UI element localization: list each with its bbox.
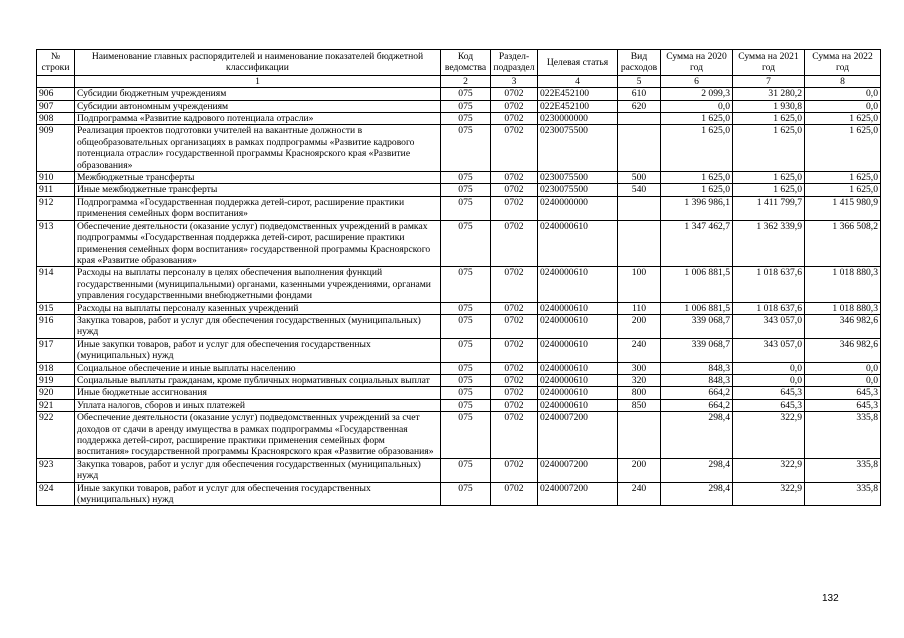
row-number-cell: 915: [37, 302, 75, 314]
row-section-cell: 0702: [491, 338, 538, 362]
row-type-cell: 620: [618, 100, 661, 112]
row-section-cell: 0702: [491, 302, 538, 314]
header-section: Раздел-подраздел: [491, 50, 538, 76]
row-target-cell: 0240000000: [538, 196, 618, 220]
row-sum-2021-cell: 1 625,0: [733, 125, 805, 172]
column-number: [37, 75, 75, 87]
row-target-cell: 022E452100: [538, 88, 618, 100]
header-sum-2020: Сумма на 2020 год: [661, 50, 733, 76]
row-section-cell: 0702: [491, 125, 538, 172]
row-target-cell: 0240000610: [538, 362, 618, 374]
row-name-cell: Иные закупки товаров, работ и услуг для обеспечения государственных (муниципальных) нужд: [75, 338, 441, 362]
row-target-cell: 022E452100: [538, 100, 618, 112]
row-sum-2022-cell: 1 415 980,9: [805, 196, 881, 220]
row-sum-2020-cell: 2 099,3: [661, 88, 733, 100]
row-sum-2021-cell: 322,9: [733, 482, 805, 506]
row-sum-2020-cell: 1 006 881,5: [661, 302, 733, 314]
row-type-cell: [618, 412, 661, 459]
row-sum-2020-cell: 1 347 462,7: [661, 220, 733, 267]
header-target: Целевая статья: [538, 50, 618, 76]
table-row: [37, 113, 881, 125]
row-target-cell: 0240000610: [538, 302, 618, 314]
row-type-cell: 300: [618, 362, 661, 374]
row-dept-cell: 075: [441, 172, 491, 184]
row-sum-2020-cell: 339 068,7: [661, 314, 733, 338]
table-row: [37, 362, 881, 374]
row-sum-2021-cell: 645,3: [733, 387, 805, 399]
table-row: [37, 184, 881, 196]
column-number: 5: [618, 75, 661, 87]
table-row: [37, 196, 881, 220]
row-number-cell: 914: [37, 267, 75, 302]
table-row: [37, 412, 881, 459]
header-exp-type: Вид расходов: [618, 50, 661, 76]
row-type-cell: 200: [618, 458, 661, 482]
row-section-cell: 0702: [491, 458, 538, 482]
table-row: [37, 100, 881, 112]
row-type-cell: 110: [618, 302, 661, 314]
row-number-cell: 923: [37, 458, 75, 482]
row-name-cell: Иные закупки товаров, работ и услуг для обеспечения государственных (муниципальных) нужд: [75, 482, 441, 506]
column-number: 8: [805, 75, 881, 87]
row-dept-cell: 075: [441, 458, 491, 482]
row-name-cell: Реализация проектов подготовки учителей на вакантные должности в общеобразовательных организациях в рамках подпрограммы «Развитие кадрового потенциала отрасли» государственной программы Красноярского края «Развитие образования»: [75, 125, 441, 172]
row-dept-cell: 075: [441, 125, 491, 172]
row-dept-cell: 075: [441, 220, 491, 267]
row-sum-2021-cell: 1 411 799,7: [733, 196, 805, 220]
row-number-cell: 917: [37, 338, 75, 362]
row-target-cell: 0230075500: [538, 184, 618, 196]
row-target-cell: 0240000610: [538, 338, 618, 362]
row-sum-2022-cell: 0,0: [805, 88, 881, 100]
row-name-cell: Расходы на выплаты персоналу в целях обеспечения выполнения функций государственными (муниципальными) органами, казенными учреждениями, органами управления государственными внебюджетными фондами: [75, 267, 441, 302]
row-sum-2022-cell: 1 625,0: [805, 113, 881, 125]
row-sum-2020-cell: 664,2: [661, 387, 733, 399]
row-sum-2022-cell: 0,0: [805, 100, 881, 112]
row-name-cell: Обеспечение деятельности (оказание услуг) подведомственных учреждений за счет доходов от сдачи в аренду имущества в рамках подпрограммы «Государственная поддержка детей-сирот, расширение практики применения семейных форм воспитания» государственной программы Красноярского края «Развитие образования»: [75, 412, 441, 459]
table-row: [37, 482, 881, 506]
row-sum-2021-cell: 322,9: [733, 458, 805, 482]
row-sum-2021-cell: 645,3: [733, 399, 805, 411]
row-sum-2020-cell: 848,3: [661, 362, 733, 374]
row-number-cell: 908: [37, 113, 75, 125]
row-section-cell: 0702: [491, 387, 538, 399]
row-sum-2022-cell: 346 982,6: [805, 338, 881, 362]
row-type-cell: [618, 196, 661, 220]
table-row: [37, 338, 881, 362]
row-sum-2022-cell: 335,8: [805, 412, 881, 459]
row-type-cell: [618, 125, 661, 172]
row-sum-2022-cell: 335,8: [805, 482, 881, 506]
row-target-cell: 0240000610: [538, 387, 618, 399]
row-number-cell: 912: [37, 196, 75, 220]
row-dept-cell: 075: [441, 113, 491, 125]
row-dept-cell: 075: [441, 88, 491, 100]
row-section-cell: 0702: [491, 113, 538, 125]
row-name-cell: Уплата налогов, сборов и иных платежей: [75, 399, 441, 411]
row-target-cell: 0240007200: [538, 458, 618, 482]
row-dept-cell: 075: [441, 267, 491, 302]
table-row: [37, 302, 881, 314]
row-dept-cell: 075: [441, 338, 491, 362]
row-sum-2022-cell: 0,0: [805, 362, 881, 374]
column-number: 2: [441, 75, 491, 87]
row-sum-2022-cell: 645,3: [805, 387, 881, 399]
row-name-cell: Субсидии автономным учреждениям: [75, 100, 441, 112]
row-number-cell: 922: [37, 412, 75, 459]
row-number-cell: 909: [37, 125, 75, 172]
row-target-cell: 0230075500: [538, 172, 618, 184]
header-row: [37, 50, 881, 76]
row-sum-2022-cell: 346 982,6: [805, 314, 881, 338]
row-section-cell: 0702: [491, 267, 538, 302]
row-number-cell: 906: [37, 88, 75, 100]
row-target-cell: 0240000610: [538, 220, 618, 267]
table-row: [37, 374, 881, 386]
row-name-cell: Иные бюджетные ассигнования: [75, 387, 441, 399]
row-dept-cell: 075: [441, 302, 491, 314]
row-type-cell: 320: [618, 374, 661, 386]
column-number: 4: [538, 75, 618, 87]
header-row-num: № строки: [37, 50, 75, 76]
row-name-cell: Субсидии бюджетным учреждениям: [75, 88, 441, 100]
row-number-cell: 913: [37, 220, 75, 267]
row-sum-2021-cell: 1 625,0: [733, 113, 805, 125]
row-section-cell: 0702: [491, 172, 538, 184]
row-sum-2020-cell: 848,3: [661, 374, 733, 386]
row-name-cell: Иные межбюджетные трансферты: [75, 184, 441, 196]
row-sum-2021-cell: 1 362 339,9: [733, 220, 805, 267]
row-number-cell: 921: [37, 399, 75, 411]
table-row: [37, 220, 881, 267]
table-row: [37, 314, 881, 338]
row-number-cell: 916: [37, 314, 75, 338]
row-number-cell: 924: [37, 482, 75, 506]
row-dept-cell: 075: [441, 184, 491, 196]
row-target-cell: 0230075500: [538, 125, 618, 172]
column-numbers-row: [37, 75, 881, 87]
row-type-cell: 850: [618, 399, 661, 411]
row-section-cell: 0702: [491, 88, 538, 100]
row-sum-2021-cell: 343 057,0: [733, 338, 805, 362]
row-number-cell: 920: [37, 387, 75, 399]
row-sum-2021-cell: 31 280,2: [733, 88, 805, 100]
row-sum-2020-cell: 0,0: [661, 100, 733, 112]
row-name-cell: Подпрограмма «Развитие кадрового потенциала отрасли»: [75, 113, 441, 125]
row-sum-2022-cell: 335,8: [805, 458, 881, 482]
row-dept-cell: 075: [441, 412, 491, 459]
row-name-cell: Подпрограмма «Государственная поддержка детей-сирот, расширение практики применения семейных форм воспитания»: [75, 196, 441, 220]
row-section-cell: 0702: [491, 196, 538, 220]
row-sum-2020-cell: 1 625,0: [661, 184, 733, 196]
row-target-cell: 0240000610: [538, 314, 618, 338]
header-dept: Код ведомства: [441, 50, 491, 76]
row-section-cell: 0702: [491, 412, 538, 459]
row-target-cell: 0240000610: [538, 399, 618, 411]
row-dept-cell: 075: [441, 100, 491, 112]
row-type-cell: 500: [618, 172, 661, 184]
row-sum-2020-cell: 1 396 986,1: [661, 196, 733, 220]
table-row: [37, 125, 881, 172]
row-number-cell: 910: [37, 172, 75, 184]
row-sum-2021-cell: 343 057,0: [733, 314, 805, 338]
table-row: [37, 267, 881, 302]
row-type-cell: 100: [618, 267, 661, 302]
row-sum-2021-cell: 0,0: [733, 362, 805, 374]
column-number: 1: [75, 75, 441, 87]
row-number-cell: 919: [37, 374, 75, 386]
table-row: [37, 458, 881, 482]
column-number: 6: [661, 75, 733, 87]
row-type-cell: 240: [618, 482, 661, 506]
row-type-cell: 240: [618, 338, 661, 362]
row-target-cell: 0240007200: [538, 482, 618, 506]
row-number-cell: 918: [37, 362, 75, 374]
row-section-cell: 0702: [491, 220, 538, 267]
row-sum-2020-cell: 298,4: [661, 458, 733, 482]
row-name-cell: Обеспечение деятельности (оказание услуг) подведомственных учреждений в рамках подпрограммы «Государственная поддержка детей-сирот, расширение практики применения семейных форм воспитания» государственной программы Красноярского края «Развитие образования»: [75, 220, 441, 267]
row-sum-2022-cell: 1 625,0: [805, 125, 881, 172]
row-name-cell: Социальное обеспечение и иные выплаты населению: [75, 362, 441, 374]
row-dept-cell: 075: [441, 196, 491, 220]
row-sum-2021-cell: 1 625,0: [733, 172, 805, 184]
row-sum-2022-cell: 1 625,0: [805, 172, 881, 184]
budget-table: [36, 49, 881, 506]
row-sum-2022-cell: 1 018 880,3: [805, 267, 881, 302]
row-dept-cell: 075: [441, 374, 491, 386]
row-section-cell: 0702: [491, 374, 538, 386]
header-sum-2021: Сумма на 2021 год: [733, 50, 805, 76]
row-section-cell: 0702: [491, 362, 538, 374]
row-type-cell: 800: [618, 387, 661, 399]
row-type-cell: [618, 220, 661, 267]
row-name-cell: Закупка товаров, работ и услуг для обеспечения государственных (муниципальных) нужд: [75, 314, 441, 338]
row-sum-2021-cell: 1 930,8: [733, 100, 805, 112]
row-sum-2020-cell: 1 006 881,5: [661, 267, 733, 302]
row-sum-2021-cell: 1 625,0: [733, 184, 805, 196]
row-sum-2022-cell: 1 018 880,3: [805, 302, 881, 314]
row-sum-2020-cell: 664,2: [661, 399, 733, 411]
row-name-cell: Социальные выплаты гражданам, кроме публичных нормативных социальных выплат: [75, 374, 441, 386]
row-sum-2021-cell: 1 018 637,6: [733, 267, 805, 302]
row-sum-2021-cell: 1 018 637,6: [733, 302, 805, 314]
row-sum-2020-cell: 1 625,0: [661, 113, 733, 125]
column-number: 7: [733, 75, 805, 87]
header-sum-2022: Сумма на 2022 год: [805, 50, 881, 76]
row-type-cell: 540: [618, 184, 661, 196]
table-row: [37, 399, 881, 411]
row-sum-2021-cell: 0,0: [733, 374, 805, 386]
row-dept-cell: 075: [441, 482, 491, 506]
row-sum-2020-cell: 1 625,0: [661, 125, 733, 172]
row-name-cell: Межбюджетные трансферты: [75, 172, 441, 184]
row-section-cell: 0702: [491, 482, 538, 506]
page-number: 132: [822, 593, 839, 604]
row-type-cell: [618, 113, 661, 125]
row-section-cell: 0702: [491, 100, 538, 112]
row-section-cell: 0702: [491, 314, 538, 338]
table-row: [37, 387, 881, 399]
header-name: Наименование главных распорядителей и наименование показателей бюджетной классификации: [75, 50, 441, 76]
table-row: [37, 172, 881, 184]
row-sum-2020-cell: 339 068,7: [661, 338, 733, 362]
row-sum-2020-cell: 1 625,0: [661, 172, 733, 184]
row-sum-2022-cell: 0,0: [805, 374, 881, 386]
row-dept-cell: 075: [441, 362, 491, 374]
column-number: 3: [491, 75, 538, 87]
row-name-cell: Расходы на выплаты персоналу казенных учреждений: [75, 302, 441, 314]
table-row: [37, 88, 881, 100]
row-name-cell: Закупка товаров, работ и услуг для обеспечения государственных (муниципальных) нужд: [75, 458, 441, 482]
row-type-cell: 200: [618, 314, 661, 338]
row-section-cell: 0702: [491, 184, 538, 196]
row-target-cell: 0230000000: [538, 113, 618, 125]
row-target-cell: 0240000610: [538, 374, 618, 386]
row-type-cell: 610: [618, 88, 661, 100]
row-number-cell: 907: [37, 100, 75, 112]
row-target-cell: 0240000610: [538, 267, 618, 302]
row-sum-2021-cell: 322,9: [733, 412, 805, 459]
row-dept-cell: 075: [441, 387, 491, 399]
row-sum-2022-cell: 1 366 508,2: [805, 220, 881, 267]
row-dept-cell: 075: [441, 314, 491, 338]
row-sum-2022-cell: 645,3: [805, 399, 881, 411]
row-sum-2020-cell: 298,4: [661, 412, 733, 459]
row-sum-2022-cell: 1 625,0: [805, 184, 881, 196]
row-dept-cell: 075: [441, 399, 491, 411]
row-number-cell: 911: [37, 184, 75, 196]
row-sum-2020-cell: 298,4: [661, 482, 733, 506]
row-section-cell: 0702: [491, 399, 538, 411]
row-target-cell: 0240007200: [538, 412, 618, 459]
